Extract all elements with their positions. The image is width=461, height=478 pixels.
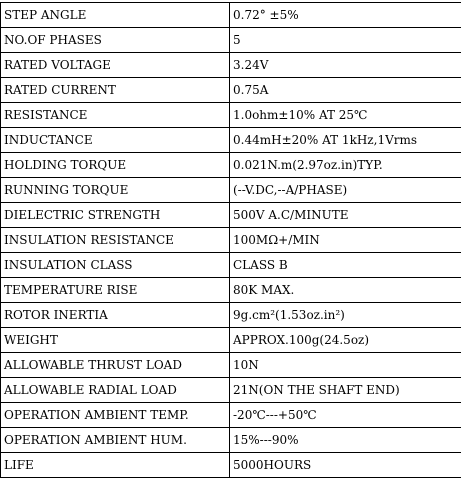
spec-value: 15%---90% bbox=[230, 428, 461, 453]
table-row bbox=[1, 53, 461, 78]
table-row bbox=[1, 128, 461, 153]
spec-value: -20℃---+50℃ bbox=[230, 403, 461, 428]
spec-label: INDUCTANCE bbox=[1, 128, 230, 153]
spec-value: 1.0ohm±10% AT 25℃ bbox=[230, 103, 461, 128]
spec-label: ALLOWABLE RADIAL LOAD bbox=[1, 378, 230, 403]
specification-table-body bbox=[1, 3, 461, 478]
table-row bbox=[1, 328, 461, 353]
specification-table bbox=[0, 2, 461, 478]
spec-value: 0.72° ±5% bbox=[230, 3, 461, 28]
spec-value: 0.021N.m(2.97oz.in)TYP. bbox=[230, 153, 461, 178]
spec-label: RATED VOLTAGE bbox=[1, 53, 230, 78]
spec-label: INSULATION CLASS bbox=[1, 253, 230, 278]
spec-value: 5000HOURS bbox=[230, 453, 461, 478]
spec-label: STEP ANGLE bbox=[1, 3, 230, 28]
spec-label: WEIGHT bbox=[1, 328, 230, 353]
spec-label: INSULATION RESISTANCE bbox=[1, 228, 230, 253]
spec-value: 100MΩ+/MIN bbox=[230, 228, 461, 253]
spec-value: 21N(ON THE SHAFT END) bbox=[230, 378, 461, 403]
spec-value: 10N bbox=[230, 353, 461, 378]
spec-value: 0.75A bbox=[230, 78, 461, 103]
spec-label: RESISTANCE bbox=[1, 103, 230, 128]
spec-value: 5 bbox=[230, 28, 461, 53]
spec-value: 3.24V bbox=[230, 53, 461, 78]
table-row bbox=[1, 253, 461, 278]
table-row bbox=[1, 428, 461, 453]
spec-label: RUNNING TORQUE bbox=[1, 178, 230, 203]
spec-value: (--V.DC,--A/PHASE) bbox=[230, 178, 461, 203]
spec-label: HOLDING TORQUE bbox=[1, 153, 230, 178]
spec-label: ALLOWABLE THRUST LOAD bbox=[1, 353, 230, 378]
spec-label: RATED CURRENT bbox=[1, 78, 230, 103]
table-row bbox=[1, 153, 461, 178]
table-row bbox=[1, 303, 461, 328]
table-row bbox=[1, 178, 461, 203]
spec-label: OPERATION AMBIENT TEMP. bbox=[1, 403, 230, 428]
spec-value: CLASS B bbox=[230, 253, 461, 278]
table-row bbox=[1, 278, 461, 303]
spec-value: 0.44mH±20% AT 1kHz,1Vrms bbox=[230, 128, 461, 153]
spec-label: LIFE bbox=[1, 453, 230, 478]
spec-value: 9g.cm²(1.53oz.in²) bbox=[230, 303, 461, 328]
table-row bbox=[1, 203, 461, 228]
table-row bbox=[1, 3, 461, 28]
table-row bbox=[1, 228, 461, 253]
spec-value: APPROX.100g(24.5oz) bbox=[230, 328, 461, 353]
spec-label: DIELECTRIC STRENGTH bbox=[1, 203, 230, 228]
table-row bbox=[1, 28, 461, 53]
spec-label: ROTOR INERTIA bbox=[1, 303, 230, 328]
spec-label: TEMPERATURE RISE bbox=[1, 278, 230, 303]
spec-value: 500V A.C/MINUTE bbox=[230, 203, 461, 228]
table-row bbox=[1, 353, 461, 378]
table-row bbox=[1, 378, 461, 403]
table-row bbox=[1, 78, 461, 103]
table-row bbox=[1, 403, 461, 428]
table-row bbox=[1, 453, 461, 478]
table-row bbox=[1, 103, 461, 128]
spec-value: 80K MAX. bbox=[230, 278, 461, 303]
spec-label: NO.OF PHASES bbox=[1, 28, 230, 53]
spec-label: OPERATION AMBIENT HUM. bbox=[1, 428, 230, 453]
